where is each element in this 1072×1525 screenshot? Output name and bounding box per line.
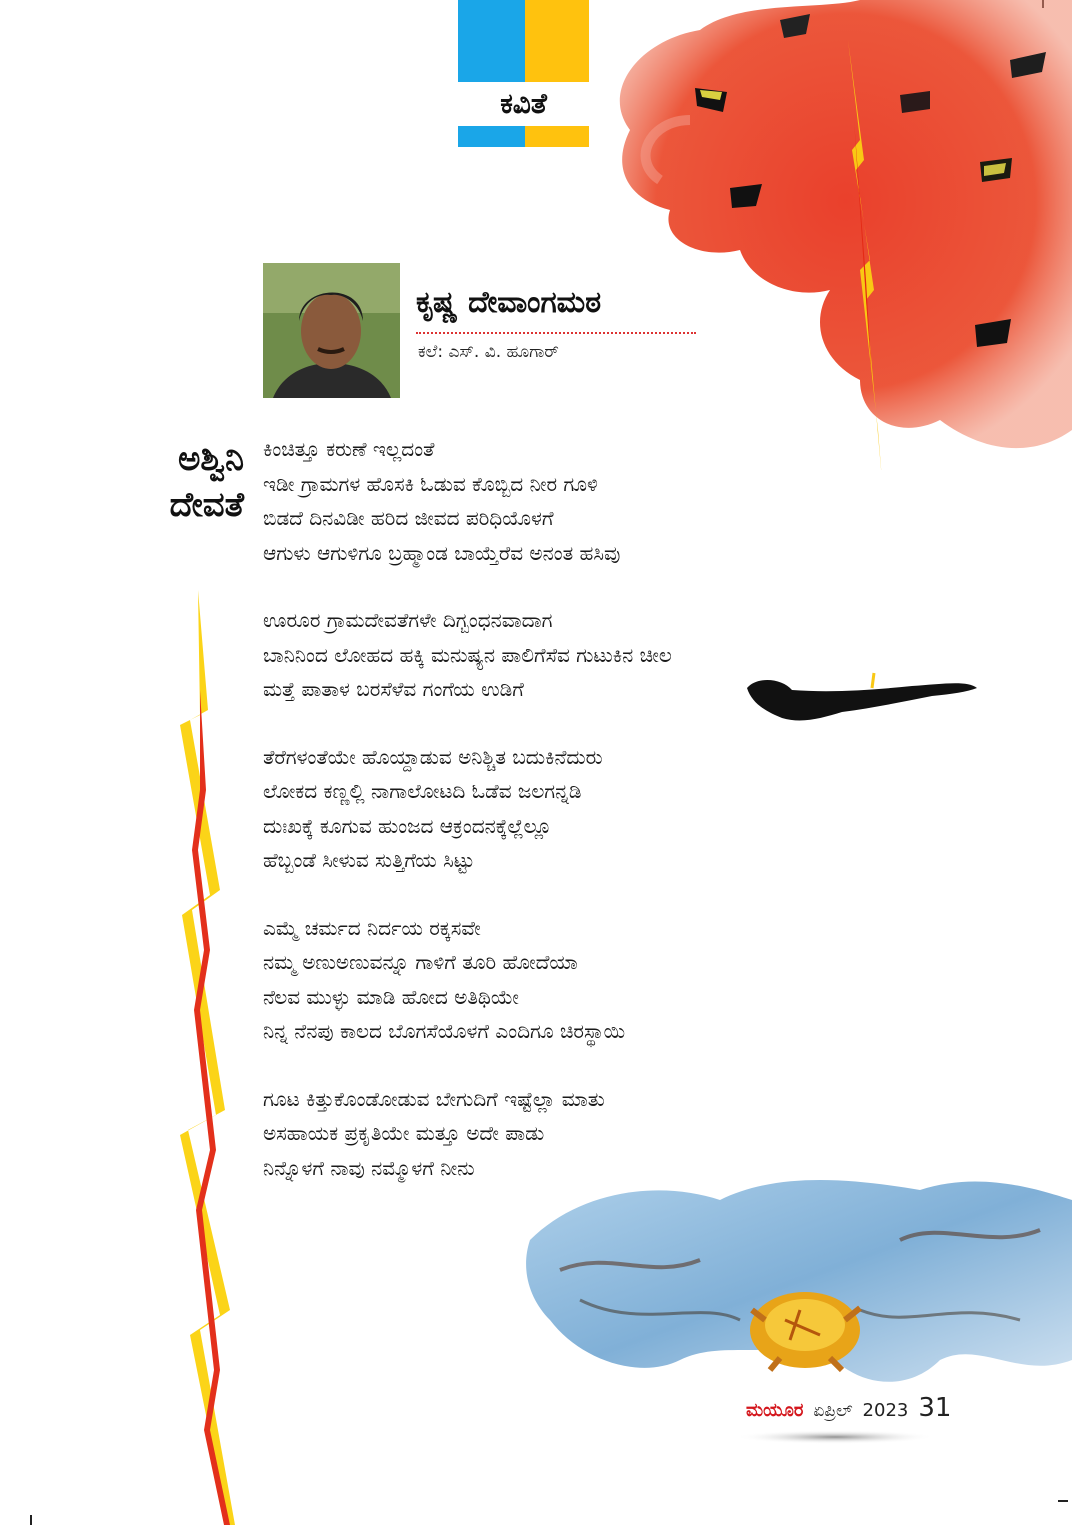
page-number: 31 [918,1393,952,1423]
poem-stanza [263,432,863,570]
poem-title-line: ಅಶ್ವಿನಿ [177,439,244,479]
poem-line: ಬಿಡದೆ ದಿನವಿಡೀ ಹರಿದ ಜೀವದ ಪರಿಧಿಯೊಳಗೆ [263,506,554,530]
poem-line: ಎಮ್ಮೆ ಚರ್ಮದ ನಿರ್ದಯ ರಕ್ಕಸವೇ [263,915,481,940]
author-name: ಕೃಷ್ಣ ದೇವಾಂಗಮಠ [416,285,602,320]
crop-mark-bottom-right [1058,1500,1068,1502]
magazine-name: ಮಯೂರ [746,1400,804,1421]
poem-line: ನಿನ್ನ ನೆನಪು ಕಾಲದ ಬೊಗಸೆಯೊಳಗೆ ಎಂದಿಗೂ ಚಿರಸ್ಥಾಯಿ [263,1019,626,1043]
page-footer [746,1393,951,1423]
poem-body [263,432,863,1218]
poem-line: ಮತ್ತೆ ಪಾತಾಳ ಬರಸೆಳೆವ ಗಂಗೆಯ ಉಡಿಗೆ [263,677,524,701]
poem-line: ಊರೂರ ಗ್ರಾಮದೇವತೆಗಳೇ ದಿಗ್ಬಂಧನವಾದಾಗ [263,608,553,632]
poem-line: ದುಃಖಕ್ಕೆ ಕೂಗುವ ಹುಂಜದ ಆಕ್ರಂದನಕ್ಕೆಲ್ಲೆಲ್ಲೂ [263,813,552,838]
section-label: ಕವಿತೆ [500,87,547,120]
poem-line: ನಿನ್ನೊಳಗೆ ನಾವು ನಮ್ಮೊಳಗೆ ನೀನು [263,1155,475,1180]
poem-line: ಲೋಕದ ಕಣ್ಣಲ್ಲಿ ನಾಗಾಲೋಟದಿ ಓಡೆವ ಜಲಗನ್ನಡಿ [263,779,582,803]
author-photo [263,263,400,398]
issue-month: ಏಪ್ರಿಲ್ [813,1401,853,1421]
section-tag-blue-strip [458,126,525,147]
section-tag-blue-block [458,0,525,82]
poem-line: ಅಸಹಾಯಕ ಪ್ರಕೃತಿಯೇ ಮತ್ತೂ ಅದೇ ಪಾಡು [263,1121,545,1145]
poem-line: ಹೆಬ್ಬಂಡೆ ಸೀಳುವ ಸುತ್ತಿಗೆಯ ಸಿಟ್ಟು [263,848,475,872]
illustrator-credit: ಕಲೆ: ಎಸ್‌. ವಿ. ಹೂಗಾರ್ [418,342,559,362]
crop-mark-bottom-left [30,1515,32,1525]
poem-title [126,436,244,528]
poem-line: ಆಗುಳು ಆಗುಳಿಗೂ ಬ್ರಹ್ಮಾಂಡ ಬಾಯ್ತೆರೆವ ಅನಂತ ಹಸಿವು [263,540,621,565]
poem-line: ಗೂಟ ಕಿತ್ತುಕೊಂಡೋಡುವ ಬೇಗುದಿಗೆ ಇಷ್ಟೆಲ್ಲಾ ಮಾತು [263,1086,605,1111]
poem-line: ತೆರೆಗಳಂತೆಯೇ ಹೊಯ್ದಾಡುವ ಅನಿಶ್ಚಿತ ಬದುಕಿನೆದುರು [263,744,603,769]
red-sky-artwork [560,0,1072,470]
poem-line: ಕಿಂಚಿತ್ತೂ ಕರುಣೆ ಇಲ್ಲದಂತೆ [263,437,435,461]
author-dotted-rule [416,332,696,334]
poem-stanza [263,740,863,878]
footer-shadow [735,1430,935,1444]
poem-title-line: ದೇವತೆ [169,485,244,525]
poem-stanza [263,603,863,707]
lightning-strip-artwork [180,590,245,1525]
poem-line: ನೆಲವ ಮುಳ್ಳು ಮಾಡಿ ಹೋದ ಅತಿಥಿಯೇ [263,984,519,1009]
poem-line: ಬಾನಿನಿಂದ ಲೋಹದ ಹಕ್ಕಿ ಮನುಷ್ಯನ ಪಾಲಿಗೆಸೆವ ಗುಟುಕಿನ ಚೀಲ [263,642,672,667]
poem-line: ಇಡೀ ಗ್ರಾಮಗಳ ಹೊಸಕಿ ಓಡುವ ಕೊಬ್ಬಿದ ನೀರ ಗೂಳಿ [263,471,598,496]
poem-stanza [263,911,863,1049]
poem-stanza [263,1082,863,1186]
issue-year: 2023 [862,1400,909,1421]
poem-line: ನಮ್ಮ ಅಣುಅಣುವನ್ನೂ ಗಾಳಿಗೆ ತೂರಿ ಹೋದೆಯಾ [263,950,578,974]
